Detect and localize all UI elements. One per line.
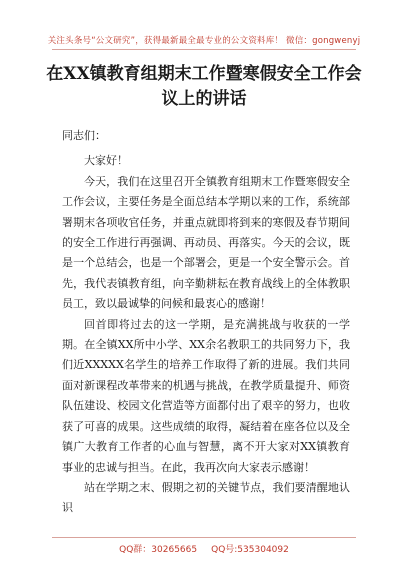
qq-number: QQ号:535304092 <box>211 545 289 555</box>
header-divider <box>52 49 356 50</box>
paragraph-opening: 今天，我们在这里召开全镇教育组期末工作暨寒假安全工作会议，主要任务是全面总结本学期以来的工作，系统部署期末各项收官任务，并重点就即将到来的寒假及春节期间的安全工作进行再强调、再动员、再落实。今天的会议，既是一个总结会，也是一个部署会，更是一个安全警示会。首先，我代表镇教育组，向辛勤耕耘在教育战线上的全体教职员工，致以最诚挚的问候和最衷心的感谢！ <box>62 174 350 311</box>
document-body <box>62 126 350 519</box>
document-title: 在XX镇教育组期末工作暨寒假安全工作会议上的讲话 <box>46 64 362 109</box>
paragraph-review: 回首即将过去的这一学期，是充满挑战与收获的一学期。在全镇XX所中小学、XX余名教职工的共同努力下，我们近XXXXX名学生的培养工作取得了新的进展。我们共同面对新课程改革带来的机遇与挑战，在教学质量提升、师资队伍建设、校园文化营造等方面都付出了艰辛的努力，也收获了可喜的成果。这些成绩的取得，凝结着在座各位以及全镇广大教育工作者的心血与智慧，离不开大家对XX镇教育事业的忠诚与担当。在此，我再次向大家表示感谢！ <box>62 317 350 474</box>
salutation: 同志们： <box>62 129 106 142</box>
qq-group: QQ群：30265665 <box>119 545 198 555</box>
contact-footer <box>0 542 408 555</box>
promo-header: 关注头条号“公文研究”，获得最新最全最专业的公文资料库！ 微信：gongwenyj <box>47 36 361 46</box>
footer-divider <box>52 537 356 538</box>
paragraph-continuation: 站在学期之末、假期之初的关键节点，我们要清醒地认识 <box>62 480 350 515</box>
paragraph-greeting: 大家好！ <box>84 154 128 168</box>
